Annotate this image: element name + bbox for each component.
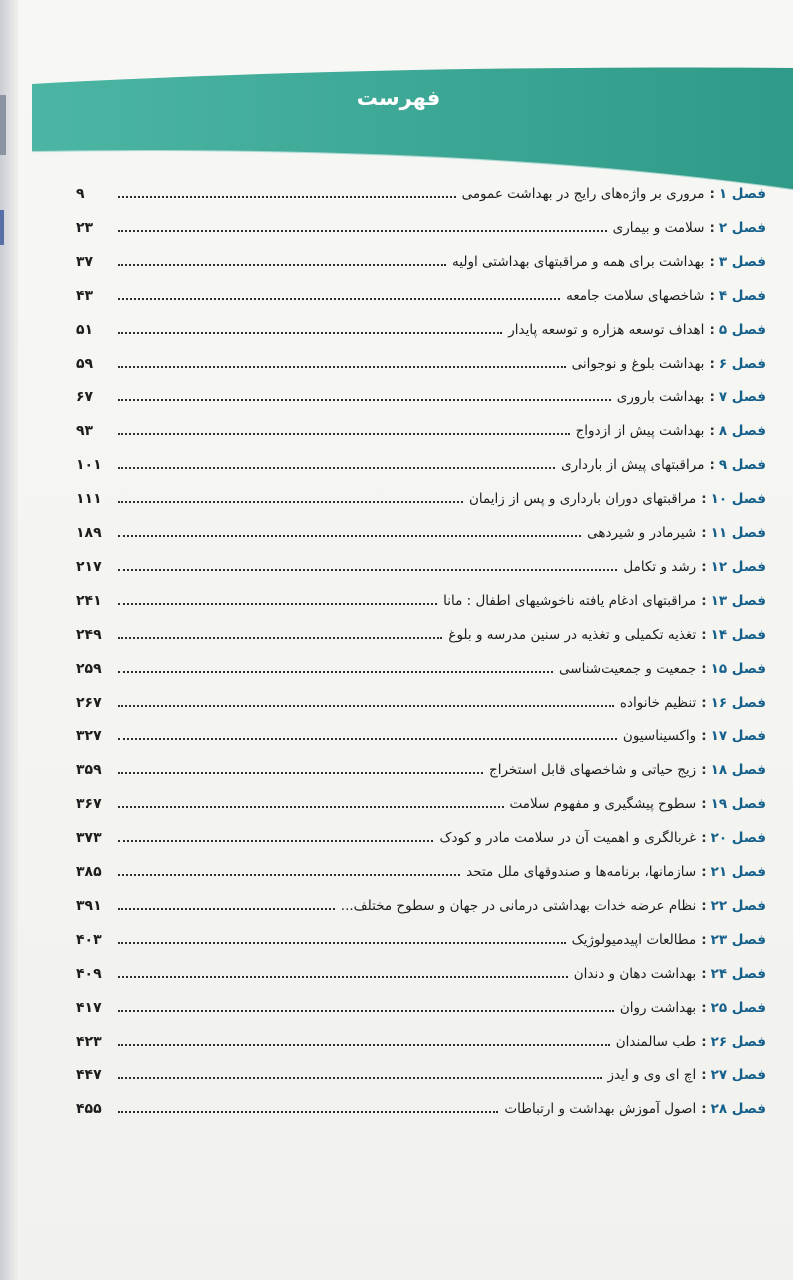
dot-leader: [118, 399, 611, 401]
dot-leader: [118, 535, 581, 537]
colon-separator: :: [709, 457, 715, 474]
chapter-label: فصل ۲۷: [710, 1067, 766, 1084]
colon-separator: :: [709, 219, 715, 236]
toc-entry: [76, 998, 766, 1018]
colon-separator: :: [709, 321, 715, 338]
toc-entry: [76, 591, 766, 611]
page-number: ۵۱: [76, 321, 94, 338]
chapter-label: فصل ۲۴: [710, 965, 766, 982]
toc-entry: [76, 1032, 766, 1052]
toc-entry: [76, 794, 766, 814]
chapter-label: فصل ۱۹: [710, 796, 766, 813]
chapter-label: فصل ۶: [718, 355, 766, 372]
page-number: ۶۷: [76, 389, 94, 406]
chapter-title: اهداف توسعه هزاره و توسعه پایدار: [508, 321, 705, 338]
chapter-title: مطالعات اپیدمیولوژیک: [571, 931, 697, 948]
page-number: ۳۷۳: [76, 830, 102, 847]
colon-separator: :: [701, 999, 707, 1016]
toc-entry: [76, 828, 766, 848]
page-number: ۴۳: [76, 287, 94, 304]
page-edge-mark: [0, 95, 6, 155]
chapter-title: طب سالمندان: [615, 1033, 697, 1050]
page-number: ۲۴۹: [76, 626, 102, 643]
toc-entry: [76, 455, 766, 475]
page-number: ۳۸۵: [76, 864, 102, 880]
colon-separator: :: [709, 253, 715, 270]
colon-separator: :: [709, 186, 715, 202]
colon-separator: :: [709, 355, 715, 372]
colon-separator: :: [701, 864, 707, 880]
chapter-title: اچ ای وی و ایدز: [607, 1067, 697, 1084]
colon-separator: :: [701, 592, 707, 609]
chapter-title: تنظیم خانواده: [619, 694, 697, 711]
colon-separator: :: [701, 728, 707, 745]
toc-entry: [76, 286, 766, 306]
page-number: ۳۶۷: [76, 796, 102, 813]
dot-leader: [118, 501, 463, 503]
dot-leader: [118, 230, 607, 232]
page-title: فهرست: [356, 86, 441, 110]
toc-entry: [76, 320, 766, 340]
colon-separator: :: [701, 491, 707, 508]
chapter-title: بهداشت دهان و دندان: [573, 965, 697, 982]
chapter-title: بهداشت روان: [619, 999, 697, 1016]
page-number: ۳۹۱: [76, 897, 102, 914]
toc-entry: [76, 387, 766, 407]
dot-leader: [118, 433, 570, 435]
colon-separator: :: [701, 796, 707, 813]
dot-leader: [118, 1111, 498, 1113]
toc-entry: [76, 421, 766, 441]
chapter-title: تغذیه تکمیلی و تغذیه در سنین مدرسه و بلوغ: [448, 626, 697, 643]
page-number: ۱۰۱: [76, 457, 102, 474]
page-number: ۳۷: [76, 253, 94, 270]
page-number: ۴۵۵: [76, 1101, 102, 1118]
dot-leader: [118, 467, 555, 469]
dot-leader: [118, 976, 568, 978]
toc-entry: [76, 693, 766, 713]
colon-separator: :: [701, 897, 707, 914]
chapter-label: فصل ۲۱: [710, 864, 766, 880]
dot-leader: [118, 366, 566, 368]
chapter-label: فصل ۲۳: [710, 931, 766, 948]
page-number: ۹: [76, 186, 85, 202]
dot-leader: [118, 908, 335, 910]
chapter-label: فصل ۱۶: [710, 694, 766, 711]
chapter-title: مروری بر واژه‌های رایج در بهداشت عمومی: [461, 186, 705, 202]
chapter-label: فصل ۵: [718, 321, 766, 338]
colon-separator: :: [701, 830, 707, 847]
chapter-label: فصل ۱۳: [710, 592, 766, 609]
chapter-label: فصل ۴: [718, 287, 766, 304]
toc-entry: [76, 760, 766, 780]
dot-leader: [118, 603, 437, 605]
chapter-title: غربالگری و اهمیت آن در سلامت مادر و کودک: [439, 830, 697, 847]
book-page: [18, 0, 793, 1280]
colon-separator: :: [701, 525, 707, 541]
chapter-label: فصل ۲۶: [710, 1033, 766, 1050]
dot-leader: [118, 264, 446, 266]
page-number: ۱۱۱: [76, 491, 102, 508]
chapter-label: فصل ۱۸: [710, 762, 766, 779]
chapter-title: بهداشت بلوغ و نوجوانی: [571, 355, 705, 372]
adjacent-page-edge: [0, 0, 18, 1280]
page-number: ۳۵۹: [76, 762, 102, 779]
page-number: ۹۳: [76, 423, 94, 440]
colon-separator: :: [701, 558, 707, 575]
toc-entry: [76, 659, 766, 679]
chapter-title: سازمانها، برنامه‌ها و صندوقهای ملل متحد: [466, 864, 697, 880]
chapter-label: فصل ۲۰: [710, 830, 766, 847]
page-number: ۲۶۷: [76, 694, 102, 711]
colon-separator: :: [701, 1033, 707, 1050]
chapter-title: بهداشت باروری: [616, 389, 705, 406]
dot-leader: [118, 637, 442, 639]
dot-leader: [118, 196, 456, 198]
dot-leader: [118, 671, 553, 673]
dot-leader: [118, 738, 617, 740]
chapter-title: سطوح پیشگیری و مفهوم سلامت: [509, 796, 697, 813]
toc-entry: [76, 489, 766, 509]
chapter-title: بهداشت برای همه و مراقبتهای بهداشتی اولیه: [452, 253, 705, 270]
chapter-label: فصل ۱: [718, 186, 766, 202]
dot-leader: [118, 772, 483, 774]
page-number: ۴۰۳: [76, 931, 102, 948]
colon-separator: :: [701, 931, 707, 948]
page-number: ۵۹: [76, 355, 94, 372]
header-banner: [32, 66, 793, 190]
toc-entry: [76, 218, 766, 238]
dot-leader: [118, 806, 504, 808]
page-number: ۴۲۳: [76, 1033, 102, 1050]
dot-leader: [118, 1010, 614, 1012]
dot-leader: [118, 705, 614, 707]
dot-leader: [118, 1044, 610, 1046]
toc-entry: [76, 726, 766, 746]
chapter-label: فصل ۳: [718, 253, 766, 270]
dot-leader: [118, 840, 433, 842]
chapter-label: فصل ۲: [718, 219, 766, 236]
toc-entry: [76, 1065, 766, 1085]
page-number: ۴۰۹: [76, 965, 102, 982]
toc-entry: [76, 557, 766, 577]
chapter-title: جمعیت و جمعیت‌شناسی: [559, 660, 697, 677]
page-number: ۲۳: [76, 219, 94, 236]
chapter-label: فصل ۱۴: [710, 626, 766, 643]
chapter-title: مراقبتهای پیش از بارداری: [561, 457, 705, 474]
page-number: ۲۴۱: [76, 592, 102, 609]
chapter-label: فصل ۷: [718, 389, 766, 406]
toc-entry: [76, 252, 766, 272]
colon-separator: :: [701, 660, 707, 677]
colon-separator: :: [709, 423, 715, 440]
chapter-title: رشد و تکامل: [623, 558, 697, 575]
chapter-title: زیج حیاتی و شاخصهای قابل استخراج: [489, 762, 697, 779]
chapter-label: فصل ۱۲: [710, 558, 766, 575]
dot-leader: [118, 569, 617, 571]
toc-entry: [76, 896, 766, 916]
colon-separator: :: [701, 694, 707, 711]
chapter-label: فصل ۹: [718, 457, 766, 474]
colon-separator: :: [701, 965, 707, 982]
chapter-title: اصول آموزش بهداشت و ارتباطات: [504, 1101, 697, 1118]
toc-entry: [76, 625, 766, 645]
dot-leader: [118, 942, 566, 944]
chapter-label: فصل ۲۲: [710, 897, 766, 914]
page-edge-mark: [0, 210, 4, 245]
colon-separator: :: [701, 626, 707, 643]
chapter-label: فصل ۲۸: [710, 1101, 766, 1118]
chapter-title: بهداشت پیش از ازدواج: [575, 423, 705, 440]
toc-entry: [76, 523, 766, 543]
dot-leader: [118, 332, 502, 334]
page-number: ۲۱۷: [76, 558, 102, 575]
chapter-label: فصل ۱۷: [710, 728, 766, 745]
page-number: ۴۴۷: [76, 1067, 102, 1084]
dot-leader: [118, 874, 460, 876]
chapter-title: واکسیناسیون: [622, 728, 697, 745]
toc-entry: [76, 930, 766, 950]
dot-leader: [118, 298, 560, 300]
colon-separator: :: [709, 389, 715, 406]
toc-entry: [76, 354, 766, 374]
toc-entry: [76, 862, 766, 882]
chapter-label: فصل ۲۵: [710, 999, 766, 1016]
toc-entry: [76, 184, 766, 204]
colon-separator: :: [701, 1067, 707, 1084]
toc-entry: [76, 964, 766, 984]
chapter-title: مراقبتهای ادغام یافته ناخوشیهای اطفال : مانا: [443, 592, 697, 609]
chapter-title: شیرمادر و شیردهی: [587, 525, 697, 541]
colon-separator: :: [701, 762, 707, 779]
page-number: ۴۱۷: [76, 999, 102, 1016]
chapter-title: سلامت و بیماری: [612, 219, 705, 236]
dot-leader: [118, 1077, 602, 1079]
chapter-label: فصل ۸: [718, 423, 766, 440]
chapter-title: نظام عرضه خدات بهداشتی درمانی در جهان و سطوح مختلف...: [340, 897, 697, 914]
chapter-label: فصل ۱۵: [710, 660, 766, 677]
colon-separator: :: [701, 1101, 707, 1118]
chapter-title: شاخصهای سلامت جامعه: [566, 287, 705, 304]
chapter-label: فصل ۱۰: [710, 491, 766, 508]
page-number: ۱۸۹: [76, 525, 102, 541]
chapter-title: مراقبتهای دوران بارداری و پس از زایمان: [468, 491, 697, 508]
chapter-label: فصل ۱۱: [710, 525, 766, 541]
page-number: ۲۵۹: [76, 660, 102, 677]
colon-separator: :: [709, 287, 715, 304]
toc-entry: [76, 1099, 766, 1119]
page-number: ۳۲۷: [76, 728, 102, 745]
